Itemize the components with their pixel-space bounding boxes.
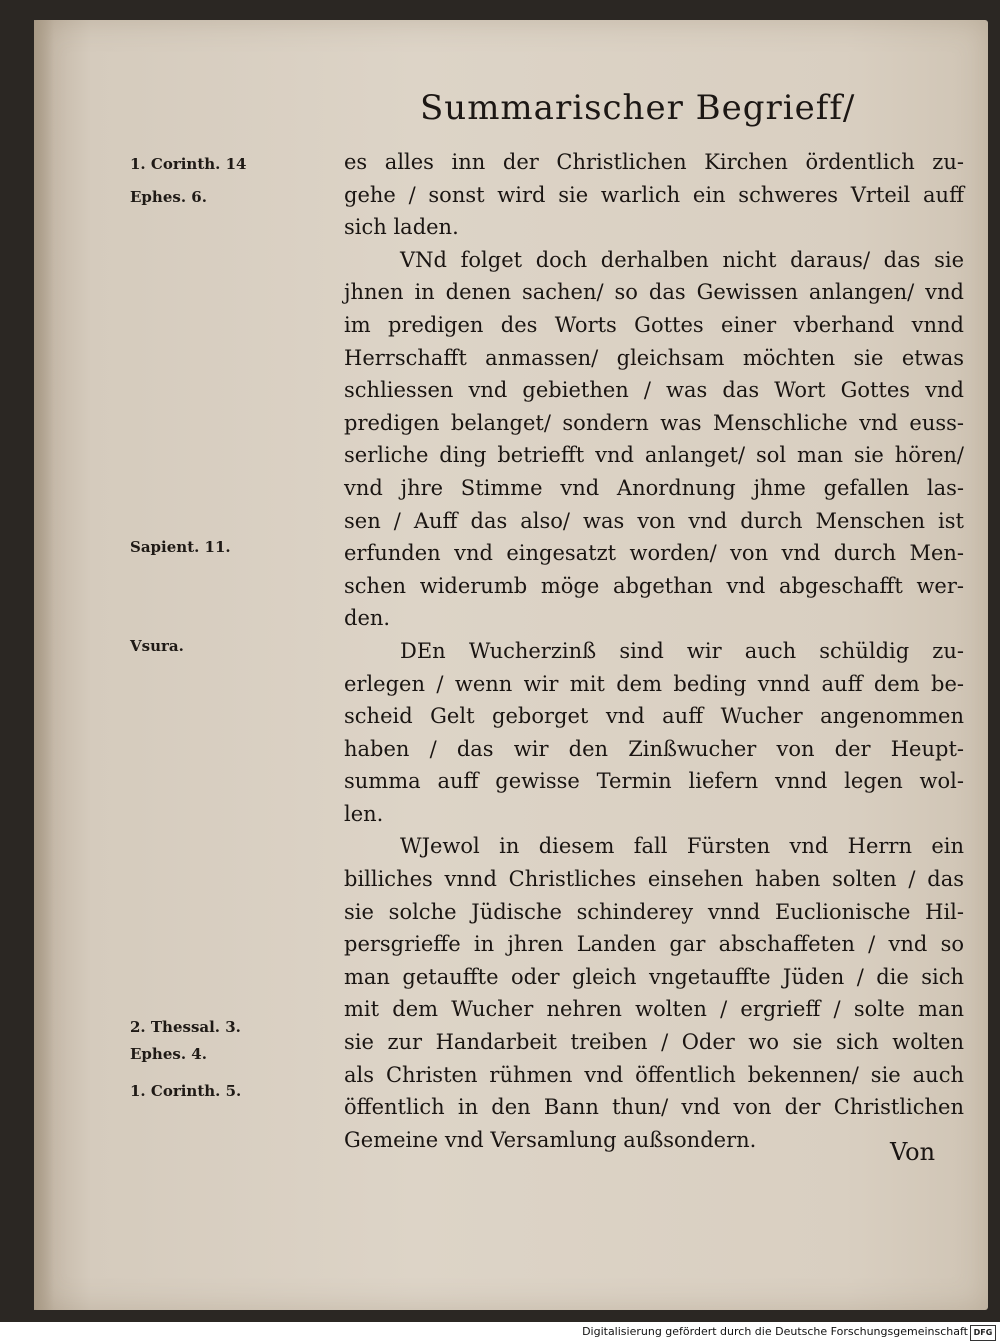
- text-line: persgrieffe in jhren Landen gar abschaffeten / vnd so: [344, 932, 964, 957]
- text-line: den.: [344, 606, 391, 631]
- text-line: es alles inn der Christlichen Kirchen ördentlich zu-: [344, 150, 964, 174]
- text-line: Gemeine vnd Versamlung außsondern.: [344, 1127, 757, 1152]
- text-line: schliessen vnd gebiethen / was das Wort Gottes vnd: [344, 378, 964, 403]
- text-line: als Christen rühmen vnd öffentlich bekennen/ sie auch: [344, 1062, 964, 1087]
- main-text-block: [344, 146, 964, 1156]
- text-line: billiches vnnd Christliches einsehen haben solten / das: [344, 867, 964, 892]
- text-line: man getauffte oder gleich vngetauffte Jüden / die sich: [344, 964, 964, 989]
- text-line: VNd folget doch derhalben nicht daraus/ das sie: [400, 247, 964, 272]
- margin-note-ephes-6: Ephes. 6.: [130, 188, 207, 206]
- text-line: scheid Gelt geborget vnd auff Wucher angenommen: [344, 704, 964, 729]
- margin-note-ephes-4: Ephes. 4.: [130, 1045, 207, 1063]
- text-line: summa auff gewisse Termin liefern vnnd legen wol-: [344, 769, 964, 794]
- text-line: schen widerumb möge abgethan vnd abgeschafft wer-: [344, 573, 964, 598]
- text-line: erfunden vnd eingesatzt worden/ von vnd durch Men-: [344, 541, 964, 566]
- text-line: öffentlich in den Bann thun/ vnd von der Christlichen: [344, 1095, 964, 1120]
- text-line: mit dem Wucher nehren wolten / ergrieff / solte man: [344, 997, 964, 1022]
- text-line: len.: [344, 801, 384, 826]
- text-line: WJewol in diesem fall Fürsten vnd Herrn ein: [400, 834, 964, 859]
- margin-note-corinth-5: 1. Corinth. 5.: [130, 1082, 242, 1100]
- funding-credit: Digitalisierung gefördert durch die Deutsche Forschungsgemeinschaft: [582, 1325, 968, 1338]
- text-line: DEn Wucherzinß sind wir auch schüldig zu-: [400, 638, 964, 663]
- margin-note-vsura: Vsura.: [130, 637, 184, 655]
- text-line: sen / Auff das also/ was von vnd durch Menschen ist: [344, 508, 964, 533]
- text-line: sie zur Handarbeit treiben / Oder wo sie sich wolten: [344, 1030, 964, 1055]
- margin-note-thessal-3: 2. Thessal. 3.: [130, 1018, 241, 1036]
- text-line: Herrschafft anmassen/ gleichsam möchten sie etwas: [344, 345, 964, 370]
- text-line: jhnen in denen sachen/ so das Gewissen anlangen/ vnd: [344, 280, 964, 305]
- text-line: vnd jhre Stimme vnd Anordnung jhme gefallen las-: [344, 475, 964, 500]
- text-line: erlegen / wenn wir mit dem beding vnnd auff dem be-: [344, 671, 964, 696]
- text-line: haben / das wir den Zinßwucher von der Heupt-: [344, 736, 964, 761]
- dfg-logo-icon: DFG: [970, 1325, 996, 1341]
- text-line: serliche ding betriefft vnd anlanget/ sol man sie hören/: [344, 443, 964, 468]
- margin-note-corinth-14: 1. Corinth. 14: [130, 155, 247, 173]
- text-line: gehe / sonst wird sie warlich ein schweres Vrteil auff: [344, 182, 964, 207]
- margin-note-sapient-11: Sapient. 11.: [130, 538, 231, 556]
- text-line: sie solche Jüdische schinderey vnnd Euclionische Hil-: [344, 899, 964, 924]
- page-gutter-shadow: [34, 20, 54, 1310]
- text-line: im predigen des Worts Gottes einer vberhand vnnd: [344, 312, 964, 337]
- running-head: Summarischer Begrieff/: [420, 88, 856, 128]
- text-line: sich laden.: [344, 215, 459, 240]
- text-line: predigen belanget/ sondern was Menschliche vnd euss-: [344, 410, 964, 435]
- catchword: Von: [890, 1138, 936, 1166]
- footer-bar: [0, 1322, 1000, 1343]
